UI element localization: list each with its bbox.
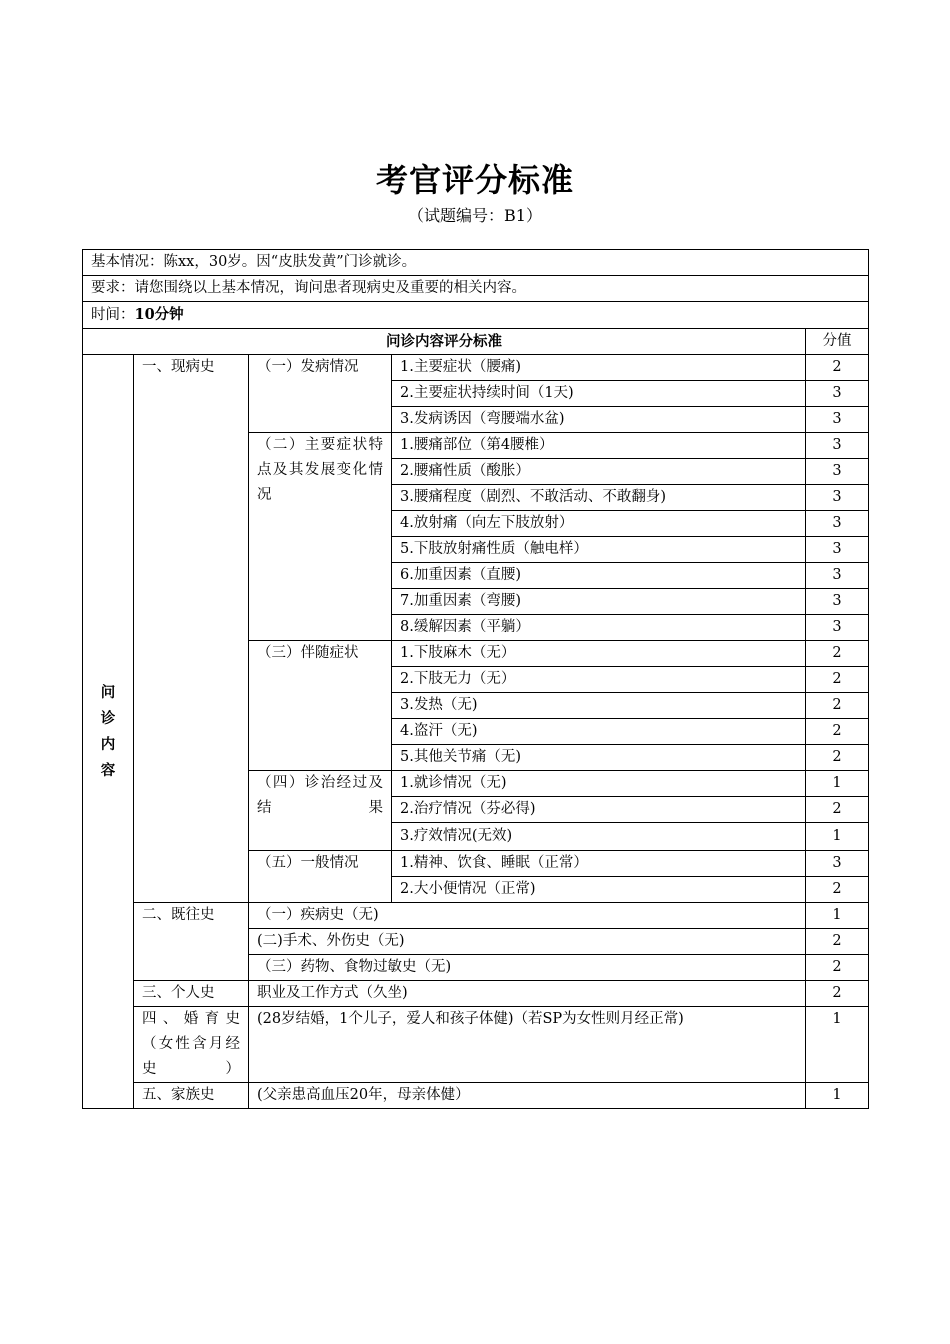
item-text: 1.主要症状（腰痛) <box>392 355 806 381</box>
item-score: 1 <box>806 903 869 929</box>
item-text: （三）药物、食物过敏史（无) <box>249 955 806 981</box>
item-text: 7.加重因素（弯腰) <box>392 589 806 615</box>
table-row <box>83 903 869 929</box>
item-text: 2.腰痛性质（酸胀） <box>392 459 806 485</box>
item-score: 3 <box>806 615 869 641</box>
item-text: 5.其他关节痛（无) <box>392 745 806 771</box>
item-score: 3 <box>806 433 869 459</box>
section-past-history: 二、既往史 <box>134 903 249 981</box>
group-diagnosis-treatment: （四）诊治经过及结果 <box>249 771 392 851</box>
item-text: 1.腰痛部位（第4腰椎） <box>392 433 806 459</box>
item-score: 1 <box>806 823 869 851</box>
item-text: 5.下肢放射痛性质（触电样） <box>392 537 806 563</box>
basic-info: 基本情况：陈xx，30岁。因“皮肤发黄”门诊就诊。 <box>83 250 869 276</box>
item-score: 1 <box>806 1007 869 1083</box>
item-score: 3 <box>806 485 869 511</box>
item-text: 1.下肢麻木（无） <box>392 641 806 667</box>
item-text: (二)手术、外伤史（无) <box>249 929 806 955</box>
item-score: 3 <box>806 589 869 615</box>
item-score: 2 <box>806 797 869 823</box>
item-text: 2.主要症状持续时间（1天) <box>392 381 806 407</box>
content-header: 问诊内容评分标准 <box>83 329 806 355</box>
group-general: （五）一般情况 <box>249 851 392 903</box>
score-header: 分值 <box>806 329 869 355</box>
table-row <box>83 355 869 381</box>
item-score: 2 <box>806 877 869 903</box>
requirement-info: 要求：请您围绕以上基本情况，询问患者现病史及重要的相关内容。 <box>83 276 869 302</box>
item-score: 1 <box>806 1083 869 1109</box>
item-score: 3 <box>806 537 869 563</box>
table-header-row <box>83 329 869 355</box>
item-score: 3 <box>806 459 869 485</box>
item-score: 2 <box>806 667 869 693</box>
item-text: 2.下肢无力（无） <box>392 667 806 693</box>
item-score: 3 <box>806 851 869 877</box>
item-score: 3 <box>806 511 869 537</box>
item-text: (父亲患高血压20年，母亲体健） <box>249 1083 806 1109</box>
item-score: 2 <box>806 929 869 955</box>
section-present-illness: 一、现病史 <box>134 355 249 903</box>
item-score: 1 <box>806 771 869 797</box>
item-text: 3.疗效情况(无效) <box>392 823 806 851</box>
scoring-table <box>82 249 869 1109</box>
item-score: 2 <box>806 719 869 745</box>
info-row-basic <box>83 250 869 276</box>
item-score: 3 <box>806 381 869 407</box>
item-score: 2 <box>806 693 869 719</box>
item-text: 2.大小便情况（正常) <box>392 877 806 903</box>
section-personal-history: 三、个人史 <box>134 981 249 1007</box>
item-text: 2.治疗情况（芬必得) <box>392 797 806 823</box>
item-text: (28岁结婚，1个儿子，爱人和孩子体健)（若SP为女性则月经正常) <box>249 1007 806 1083</box>
time-value: 10分钟 <box>134 306 184 323</box>
item-text: 3.发热（无) <box>392 693 806 719</box>
table-row <box>83 981 869 1007</box>
item-score: 2 <box>806 641 869 667</box>
info-row-requirement <box>83 276 869 302</box>
group-onset: （一）发病情况 <box>249 355 392 433</box>
table-row <box>83 1083 869 1109</box>
item-text: 8.缓解因素（平躺） <box>392 615 806 641</box>
item-text: 1.精神、饮食、睡眠（正常） <box>392 851 806 877</box>
group-symptom-features: （二）主要症状特点及其发展变化情况 <box>249 433 392 641</box>
item-text: 6.加重因素（直腰) <box>392 563 806 589</box>
item-score: 2 <box>806 355 869 381</box>
item-score: 3 <box>806 563 869 589</box>
item-text: 3.腰痛程度（剧烈、不敢活动、不敢翻身) <box>392 485 806 511</box>
page-title: 考官评分标准 <box>375 161 574 199</box>
item-score: 2 <box>806 955 869 981</box>
time-label: 时间： <box>91 307 135 323</box>
section-family-history: 五、家族史 <box>134 1083 249 1109</box>
side-label: 问 诊 内 容 <box>83 355 134 1109</box>
item-text: 职业及工作方式（久坐) <box>249 981 806 1007</box>
exam-number: （试题编号：B1） <box>408 206 542 225</box>
group-accompanying-symptoms: （三）伴随症状 <box>249 641 392 771</box>
item-text: （一）疾病史（无) <box>249 903 806 929</box>
item-score: 2 <box>806 745 869 771</box>
time-info <box>83 302 869 329</box>
table-row <box>83 1007 869 1083</box>
info-row-time <box>83 302 869 329</box>
item-score: 3 <box>806 407 869 433</box>
item-score: 2 <box>806 981 869 1007</box>
item-text: 4.放射痛（向左下肢放射） <box>392 511 806 537</box>
section-marital-history: 四、婚育史（女性含月经史） <box>134 1007 249 1083</box>
item-text: 3.发病诱因（弯腰端水盆) <box>392 407 806 433</box>
item-text: 1.就诊情况（无) <box>392 771 806 797</box>
item-text: 4.盗汗（无) <box>392 719 806 745</box>
